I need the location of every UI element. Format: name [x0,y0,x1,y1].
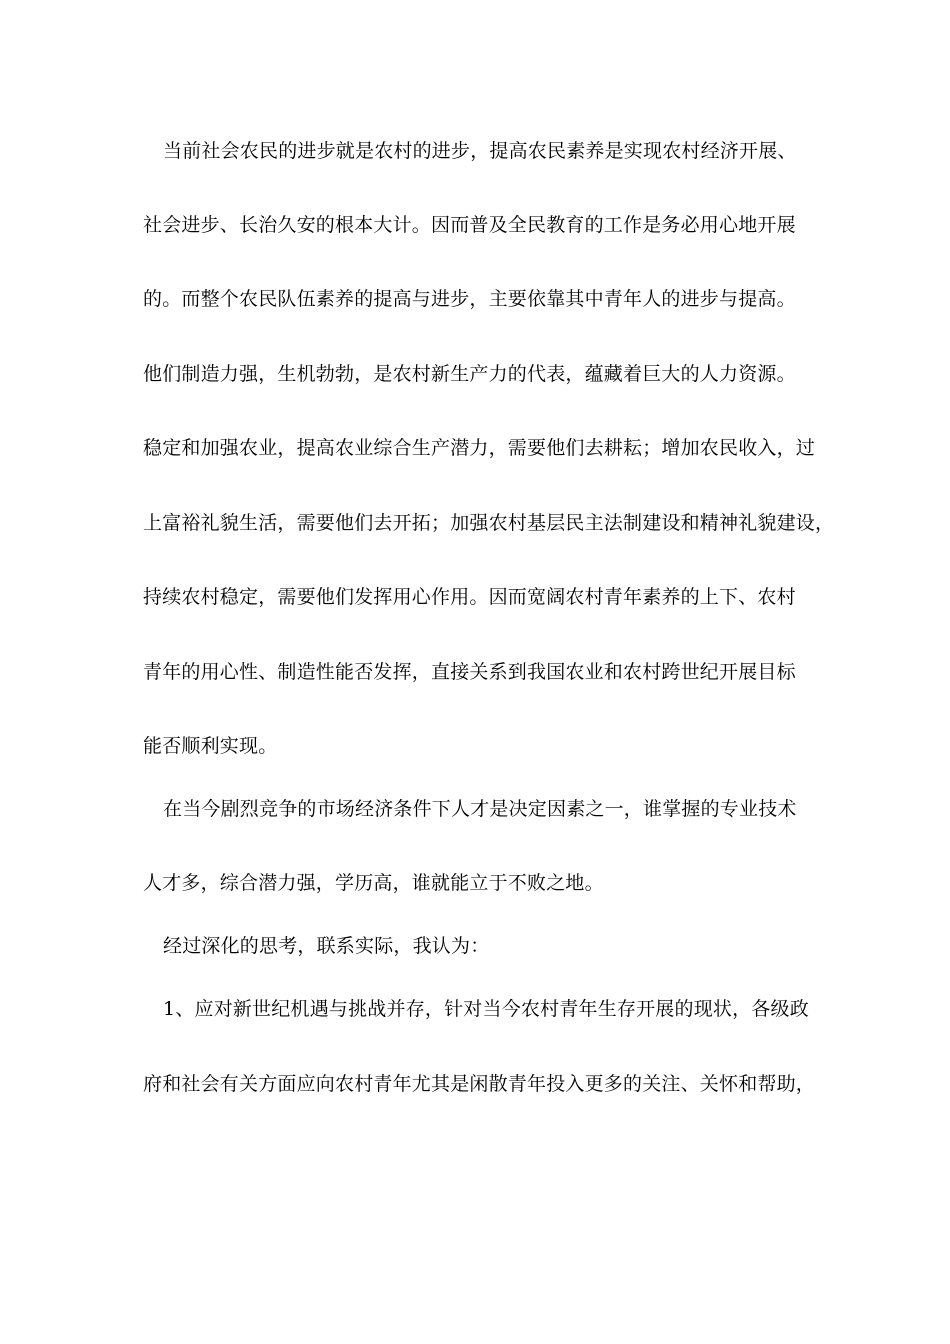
paragraph-1-line-2: 社会进步、长治久安的根本大计。因而普及全民教育的工作是务必用心地开展 [143,214,796,236]
paragraph-1-line-4: 他们制造力强，生机勃勃，是农村新生产力的代表，蕴藏着巨大的人力资源。 [143,363,796,385]
list-item-text: 、应对新世纪机遇与挑战并存，针对当今农村青年生存开展的现状，各级政 [175,998,809,1020]
paragraph-2-line-1: 在当今剧烈竞争的市场经济条件下人才是决定因素之一，谁掌握的专业技术 [163,798,797,820]
paragraph-1-line-1: 当前社会农民的进步就是农村的进步，提高农民素养是实现农村经济开展、 [163,140,797,162]
paragraph-4-line-1 [163,995,823,1023]
list-item-number: 1 [163,998,176,1020]
paragraph-1-line-6: 上富裕礼貌生活，需要他们去开拓；加强农村基层民主法制建设和精神礼貌建设， [143,512,835,534]
paragraph-1-line-3: 的。而整个农民队伍素养的提高与进步，主要依靠其中青年人的进步与提高。 [143,288,796,310]
paragraph-1-line-9: 能否顺利实现。 [143,735,278,757]
paragraph-1-line-7: 持续农村稳定，需要他们发挥用心作用。因而宽阔农村青年素养的上下、农村 [143,586,796,608]
paragraph-4-line-2: 府和社会有关方面应向农村青年尤其是闲散青年投入更多的关注、关怀和帮助， [143,1073,816,1095]
paragraph-1-line-5: 稳定和加强农业，提高农业综合生产潜力，需要他们去耕耘；增加农民收入，过 [143,437,816,459]
paragraph-2-line-2: 人才多，综合潜力强，学历高，谁就能立于不败之地。 [143,872,604,894]
paragraph-1-line-8: 青年的用心性、制造性能否发挥，直接关系到我国农业和农村跨世纪开展目标 [143,661,796,683]
paragraph-3-line-1: 经过深化的思考，联系实际，我认为： [163,935,490,957]
